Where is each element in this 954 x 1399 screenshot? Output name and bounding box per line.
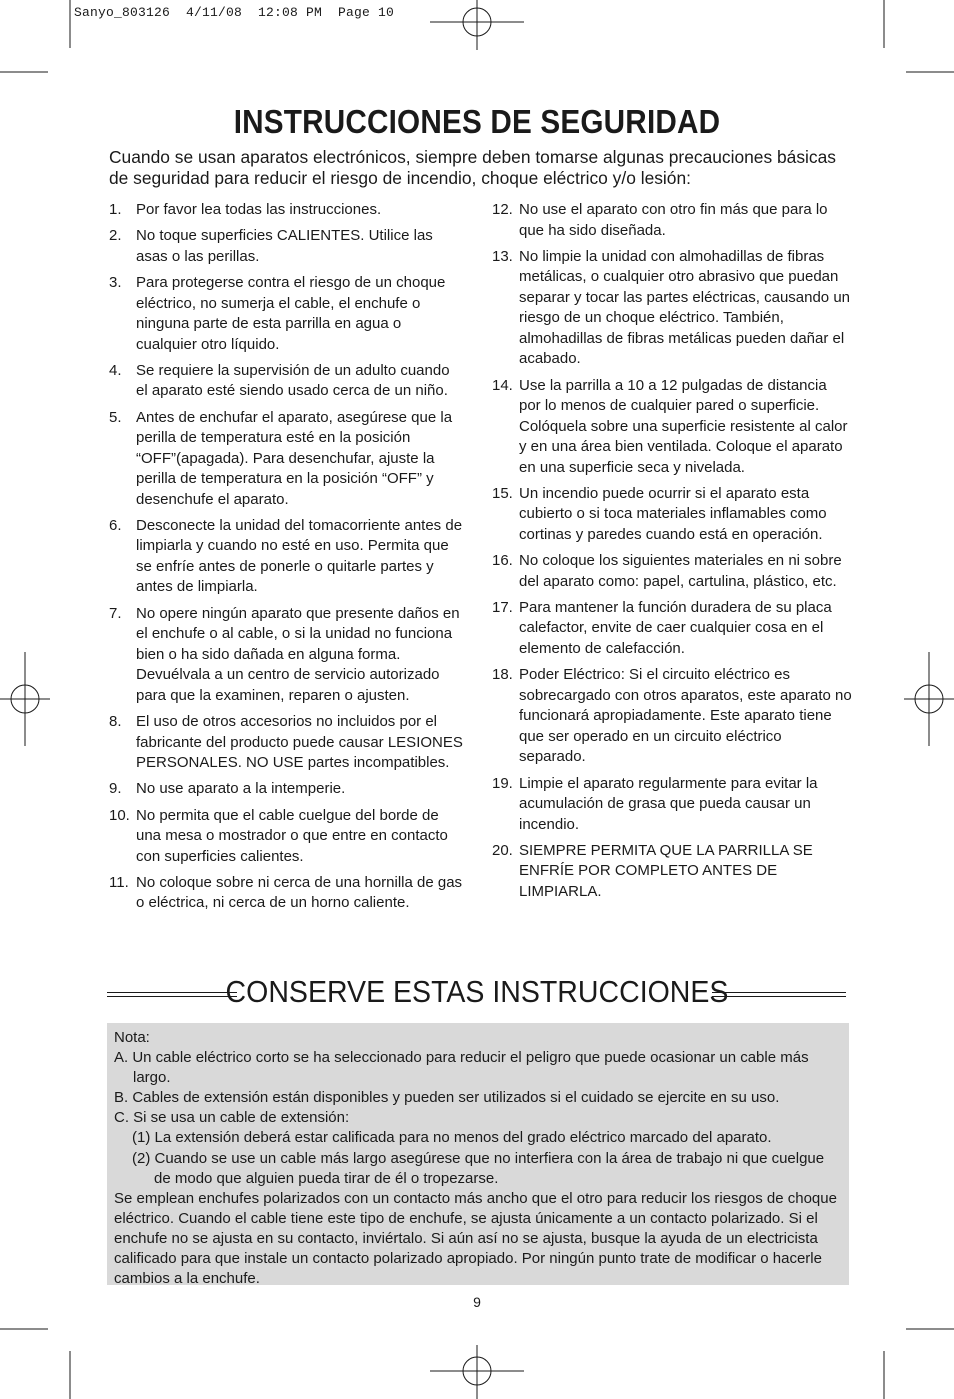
item-text: Se requiere la supervisión de un adulto cuando el aparato esté siendo usado cerca de un niño. [136,361,450,400]
conserve-heading: CONSERVE ESTAS INSTRUCCIONES [225,974,729,1009]
item-text: No toque superficies CALIENTES. Utilice las asas o las perillas. [136,227,433,265]
note-box [107,1023,849,1288]
list-item [492,598,852,660]
note-item-b: B. Cables de extensión están disponibles y pueden ser utilizados si el cuidado se ejercite en su uso. [114,1089,780,1107]
item-number: 13. [492,247,513,265]
item-text: Un incendio puede ocurrir si el aparato esta cubierto o si toca materiales inflamables como cortinas y paredes cuando está en operación. [519,484,827,543]
list-item [109,873,465,914]
item-text: El uso de otros accesorios no incluidos por el fabricante del producto puede causar LESIONES PERSONALES. NO USE partes incompatibles. [136,713,463,772]
item-text: No use el aparato con otro fin más que para lo que ha sido diseñada. [519,201,828,239]
list-item [109,779,465,800]
list-item [109,408,465,511]
page-title: INSTRUCCIONES DE SEGURIDAD [233,103,721,140]
item-number: 2. [109,227,122,245]
item-number: 19. [492,774,513,792]
list-item [492,484,852,546]
item-number: 5. [109,408,122,426]
note-item-c: C. Si se usa un cable de extensión: [114,1109,350,1127]
item-text: Poder Eléctrico: Si el circuito eléctrico es sobrecargado con otros aparatos, este aparato no funcionará apropiadamente. Este aparato tiene que ser operado en un circuito eléctrico separado. [519,666,852,766]
item-number: 20. [492,841,513,859]
item-text: SIEMPRE PERMITA QUE LA PARRILLA SE ENFRÍE POR COMPLETO ANTES DE LIMPIARLA. [519,841,813,900]
list-item [109,604,465,707]
list-item [492,774,852,836]
item-number: 17. [492,598,513,616]
intro-paragraph: Cuando se usan aparatos electrónicos, siempre deben tomarse algunas precauciones básicas de seguridad para reducir el riesgo de incendio, choque eléctrico y/o lesión: [109,147,836,188]
note-label: Nota: [114,1029,150,1046]
list-item [492,551,852,592]
print-slug: Sanyo_803126 4/11/08 12:08 PM Page 10 [74,5,395,20]
item-number: 16. [492,552,513,570]
list-item [492,200,852,241]
list-item [492,665,852,768]
item-text: Antes de enchufar el aparato, asegúrese que la perilla de temperatura esté en la posición “OFF”(apagada). Para desenchufar, ajuste la perilla de temperatura en la posición “OFF” y desenchufe el aparato. [136,408,453,508]
item-text: Para protegerse contra el riesgo de un choque eléctrico, no sumerja el cable, el enchufe o ninguna parte de esta parrilla en agua o cualquier otro líquido. [136,274,446,353]
item-number: 10. [109,806,130,824]
item-text: No coloque sobre ni cerca de una hornilla de gas o eléctrica, ni cerca de un horno caliente. [136,873,463,912]
item-text: No use aparato a la intemperie. [136,780,346,798]
item-number: 9. [109,780,122,798]
item-number: 1. [109,201,122,218]
item-number: 15. [492,484,513,502]
list-item [109,226,465,267]
item-number: 8. [109,713,122,731]
item-text: No coloque los siguientes materiales en ni sobre del aparato como: papel, cartulina, plástico, etc. [519,552,842,590]
list-item [109,273,465,355]
item-number: 4. [109,361,122,379]
item-number: 3. [109,274,122,292]
item-number: 12. [492,201,513,218]
item-number: 7. [109,604,122,622]
item-text: No permita que el cable cuelgue del borde de una mesa o mostrador o que entre en contacto con superficies calientes. [136,806,448,865]
note-item-a: A. Un cable eléctrico corto se ha seleccionado para reducir el peligro que puede ocasionar un cable más largo. [114,1049,809,1087]
item-text: Use la parrilla a 10 a 12 pulgadas de distancia por lo menos de cualquier pared o superficie. Colóquela sobre una superficie resistente al calor y en una área bien ventilada. Coloque el aparato en una superficie seca y nivelada. [519,376,848,476]
list-item [109,361,465,402]
item-number: 11. [109,873,129,891]
list-item [492,841,852,903]
note-item-c2: (2) Cuando se use un cable más largo asegúrese que no interfiera con la área de trabajo ni que cuelgue de modo que alguien pueda tirar de él o tropezarse. [132,1149,825,1187]
list-item [109,200,465,221]
list-item [109,806,465,868]
item-text: Por favor lea todas las instrucciones. [136,201,382,218]
list-item [109,516,465,598]
item-text: Para mantener la función duradera de su placa calefactor, envite de caer cualquier cosa en el elemento de calefacción. [519,598,832,657]
item-number: 14. [492,376,513,394]
item-text: Desconecte la unidad del tomacorriente antes de limpiarla y cuando no esté en uso. Permita que se enfríe antes de ponerle o quitarle partes y antes de limpiarla. [136,516,463,596]
note-item-c1: (1) La extensión deberá estar calificada para no menos del grado eléctrico marcado del aparato. [132,1129,772,1147]
note-polarized-paragraph: Se emplean enchufes polarizados con un contacto más ancho que el otro para reducir los riesgos de choque eléctrico. Cuando el cable tiene este tipo de enchufe, se ajusta únicamente a un contacto polarizado. Si el enchufe no se ajusta en su contacto, inviértalo. Si aún así no se ajusta, busque la ayuda de un electricista calificado para que instale un contacto polarizado apropiado. Por ningún punto trate de modificar o hacerle cambios a la enchufe. [114,1189,837,1288]
list-item [109,712,465,774]
list-item [492,376,852,479]
item-text: Limpie el aparato regularmente para evitar la acumulación de grasa que pueda causar un incendio. [519,774,818,833]
right-column-list [492,200,852,908]
item-number: 18. [492,666,513,684]
page-number: 9 [473,1294,481,1310]
item-number: 6. [109,516,122,534]
list-item [492,247,852,370]
left-column-list [109,200,465,920]
heading-rule-right [712,992,846,997]
item-text: No opere ningún aparato que presente daños en el enchufe o al cable, o si la unidad no funciona bien o ha sido dañada en alguna forma. Devuélvala a un centro de servicio autorizado para que la examinen, reparen o ajusten. [136,604,460,704]
item-text: No limpie la unidad con almohadillas de fibras metálicas, o cualquier otro abrasivo que puedan separar y tocar las partes eléctricas, causando un riesgo de un choque eléctrico. También, almohadillas de fibras metálicas pueden dañar el acabado. [519,247,851,368]
